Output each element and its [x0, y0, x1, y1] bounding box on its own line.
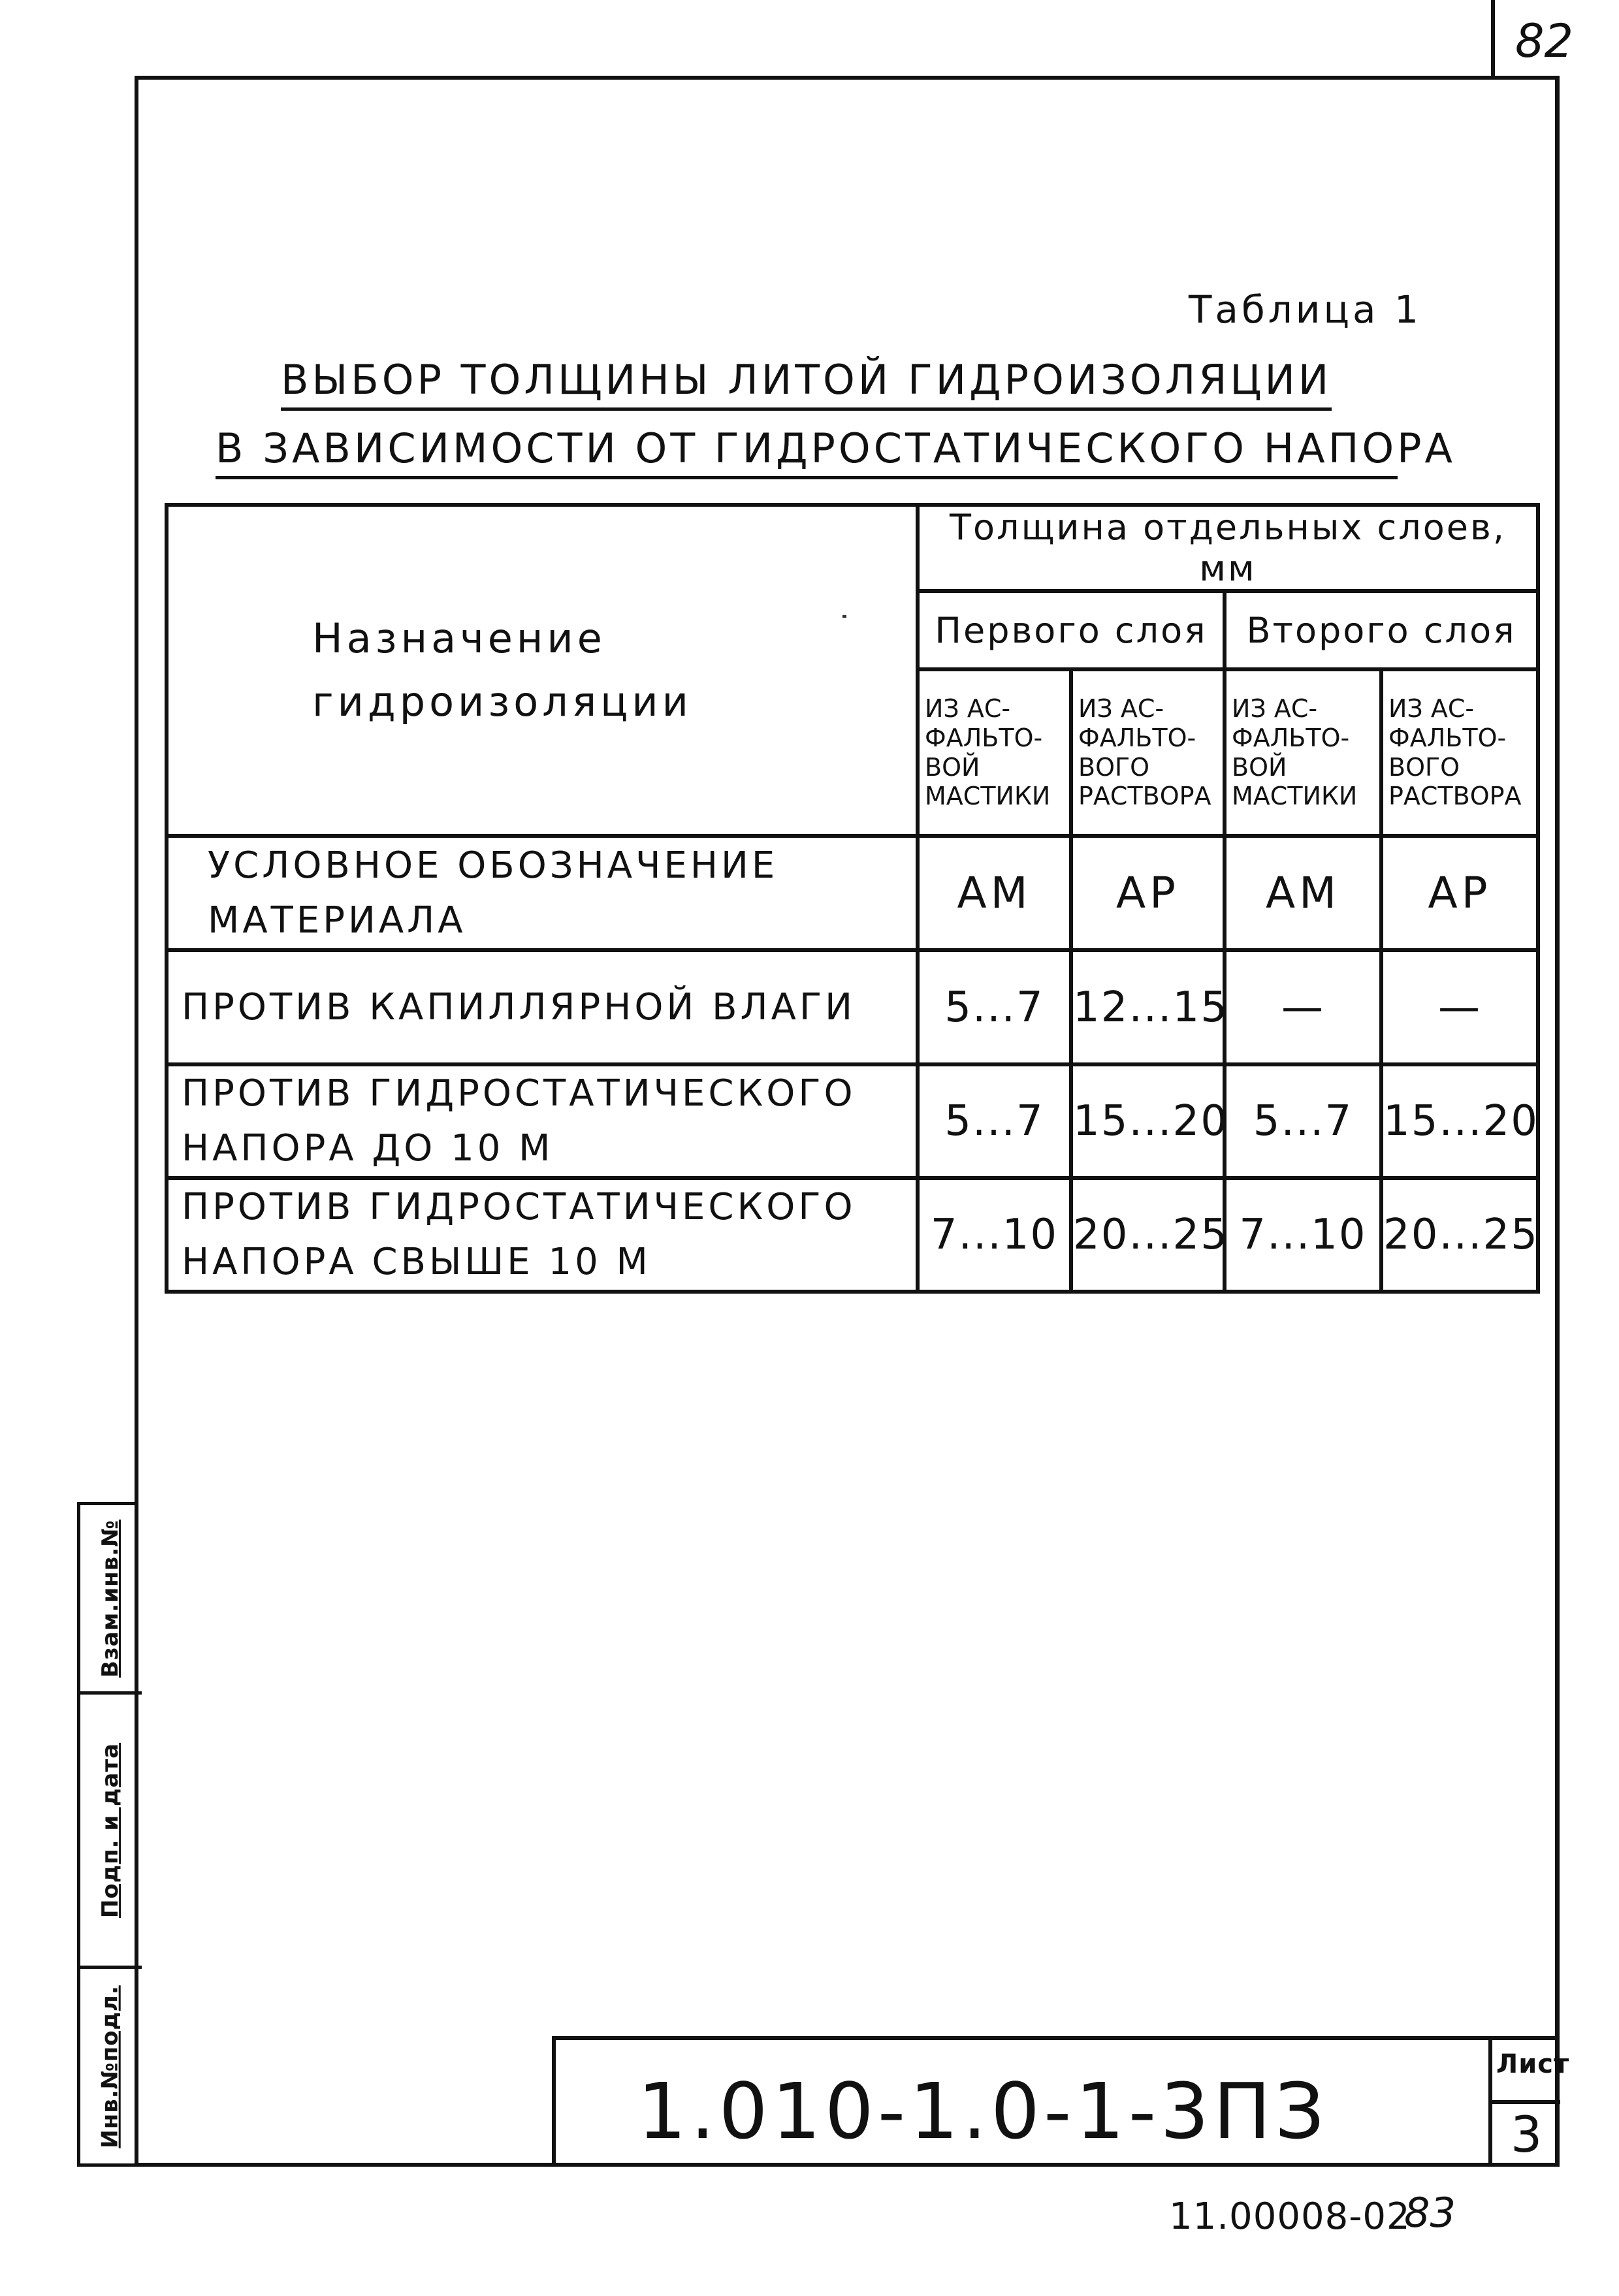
purpose-header: Назначение гидроизоляции: [167, 505, 918, 836]
sheet-label: Лист: [1496, 2049, 1570, 2079]
material-code: АР: [1071, 836, 1225, 950]
table-cell: —: [1225, 950, 1381, 1064]
table-cell: 20...25: [1381, 1178, 1538, 1292]
table-cell: 7...10: [918, 1178, 1071, 1292]
material-code: АР: [1381, 836, 1538, 950]
designation-label: УСЛОВНОЕ ОБОЗНАЧЕНИЕ МАТЕРИАЛА: [167, 836, 918, 950]
table-cell: 12...15: [1071, 950, 1225, 1064]
title-block: [552, 2036, 1570, 2167]
material-code: АМ: [918, 836, 1071, 950]
page-number-divider: [1491, 0, 1495, 78]
row-label: ПРОТИВ ГИДРОСТАТИЧЕСКОГО НАПОРА СВЫШЕ 10 М: [167, 1178, 918, 1292]
material-header: ИЗ АС-ФАЛЬТО-ВОЙ МАСТИКИ: [1225, 669, 1381, 836]
thickness-header: Толщина отдельных слоев, мм: [918, 505, 1538, 591]
table-cell: 20...25: [1071, 1178, 1225, 1292]
table-row: [167, 1178, 1538, 1292]
archive-code: 11.00008-02: [1169, 2195, 1411, 2238]
side-stamp-strip: [77, 1502, 138, 2167]
table-cell: —: [1381, 950, 1538, 1064]
title-block-divider: [1488, 2100, 1560, 2104]
signature-date-label: Подп. и дата: [97, 1742, 124, 1918]
table-row: [167, 950, 1538, 1064]
table-label: Таблица 1: [1189, 287, 1422, 332]
sheet-number: 3: [1511, 2105, 1543, 2163]
footer-page-number: 83: [1404, 2189, 1456, 2237]
table-cell: 5...7: [1225, 1064, 1381, 1178]
table-cell: 15...20: [1381, 1064, 1538, 1178]
material-header: ИЗ АС-ФАЛЬТО-ВОГО РАСТВОРА: [1071, 669, 1225, 836]
document-code: 1.010-1.0-1-3ПЗ: [637, 2066, 1328, 2156]
first-layer-header: Первого слоя: [918, 591, 1225, 669]
table-cell: 7...10: [1225, 1178, 1381, 1292]
original-inventory-label: Инв.№подл.: [97, 1985, 124, 2148]
table-cell: 5...7: [918, 950, 1071, 1064]
material-header: ИЗ АС-ФАЛЬТО-ВОЙ МАСТИКИ: [918, 669, 1071, 836]
replacement-inventory-label: Взам.инв.№: [97, 1519, 124, 1678]
row-label: ПРОТИВ КАПИЛЛЯРНОЙ ВЛАГИ: [167, 950, 918, 1064]
material-code: АМ: [1225, 836, 1381, 950]
table-title-line1: ВЫБОР ТОЛЩИНЫ ЛИТОЙ ГИДРОИЗОЛЯЦИИ: [281, 356, 1332, 411]
page-number: 82: [1515, 14, 1574, 68]
table-cell: 5...7: [918, 1064, 1071, 1178]
second-layer-header: Второго слоя: [1225, 591, 1538, 669]
table-cell: 15...20: [1071, 1064, 1225, 1178]
row-label: ПРОТИВ ГИДРОСТАТИЧЕСКОГО НАПОРА ДО 10 М: [167, 1064, 918, 1178]
material-header: ИЗ АС-ФАЛЬТО-ВОГО РАСТВОРА: [1381, 669, 1538, 836]
table-title-line2: В ЗАВИСИМОСТИ ОТ ГИДРОСТАТИЧЕСКОГО НАПОРА: [216, 424, 1398, 479]
waterproofing-table: [165, 503, 1540, 1294]
table-row: [167, 1064, 1538, 1178]
